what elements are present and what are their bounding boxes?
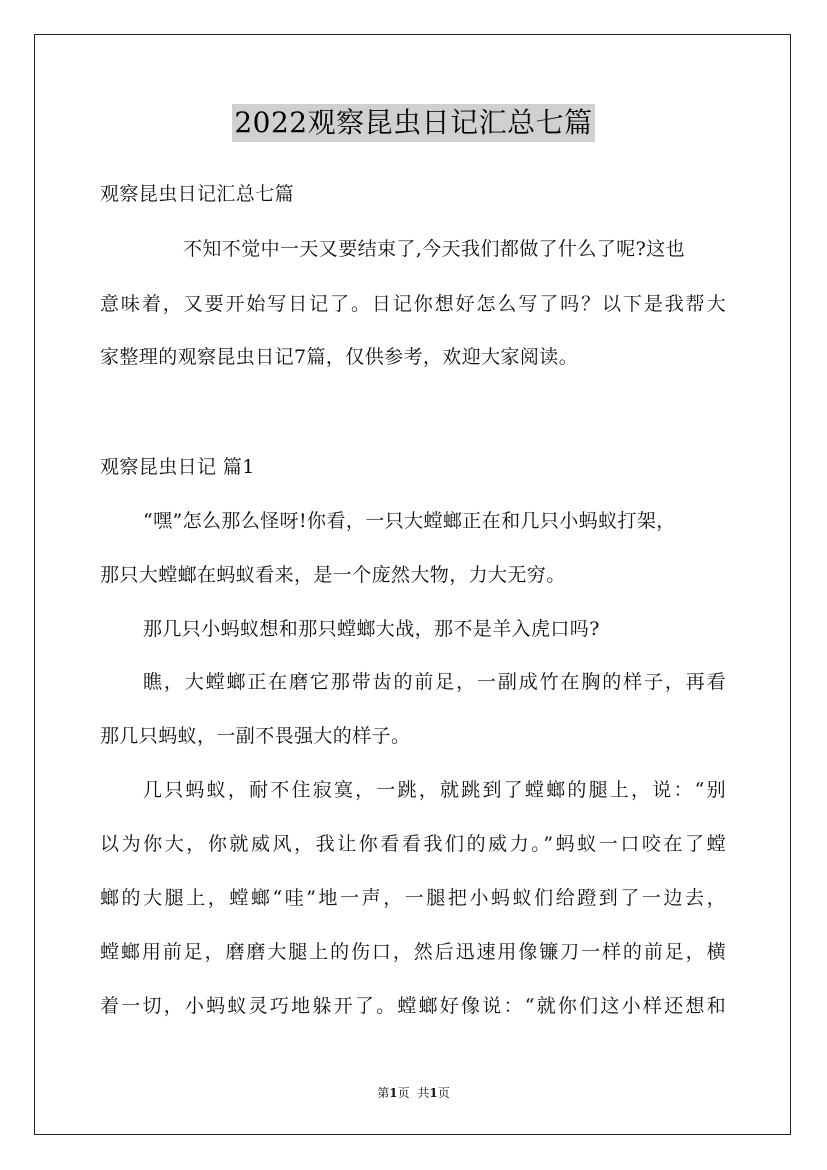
document-title: 2022观察昆虫日记汇总七篇 xyxy=(232,104,594,142)
body-line-9: 螳螂用前足，磨磨大腿上的伤口，然后迅速用像镰刀一样的前足，横 xyxy=(100,941,726,963)
body-line-8: 螂的大腿上，螳螂“哇”地一声，一腿把小蚂蚁们给蹬到了一边去， xyxy=(100,887,726,909)
total-prefix: 共 xyxy=(417,1086,430,1100)
intro-line-1: 不知不觉中一天又要结束了,今天我们都做了什么了呢?这也 xyxy=(183,238,686,260)
page-suffix: 页 xyxy=(397,1086,410,1100)
body-line-10: 着一切，小蚂蚁灵巧地躲开了。螳螂好像说：“就你们这小样还想和 xyxy=(100,995,726,1017)
page-prefix: 第 xyxy=(377,1086,390,1100)
title-container xyxy=(0,104,827,142)
body-line-3: 那几只小蚂蚁想和那只螳螂大战，那不是羊入虎口吗? xyxy=(143,618,600,640)
page-footer xyxy=(0,1085,827,1101)
section-heading: 观察昆虫日记 篇1 xyxy=(100,456,255,478)
body-line-7: 以为你大，你就威风，我让你看看我们的威力。”蚂蚁一口咬在了螳 xyxy=(100,833,726,855)
intro-line-2: 意味着，又要开始写日记了。日记你想好怎么写了吗？以下是我帮大 xyxy=(100,293,726,315)
body-line-6: 几只蚂蚁，耐不住寂寞，一跳，就跳到了螳螂的腿上，说：“别 xyxy=(143,779,726,801)
body-line-2: 那只大螳螂在蚂蚁看来，是一个庞然大物，力大无穷。 xyxy=(100,564,566,586)
body-line-1: “嘿”怎么那么怪呀!你看，一只大螳螂正在和几只小蚂蚁打架， xyxy=(143,510,676,532)
total-suffix: 页 xyxy=(437,1086,450,1100)
document-subtitle: 观察昆虫日记汇总七篇 xyxy=(100,183,295,205)
page-number: 1 xyxy=(389,1086,398,1100)
body-line-4: 瞧，大螳螂正在磨它那带齿的前足，一副成竹在胸的样子，再看 xyxy=(143,671,726,693)
total-pages: 1 xyxy=(429,1086,438,1100)
intro-line-3: 家整理的观察昆虫日记7篇，仅供参考，欢迎大家阅读。 xyxy=(100,346,579,368)
body-line-5: 那几只蚂蚁，一副不畏强大的样子。 xyxy=(100,725,411,747)
